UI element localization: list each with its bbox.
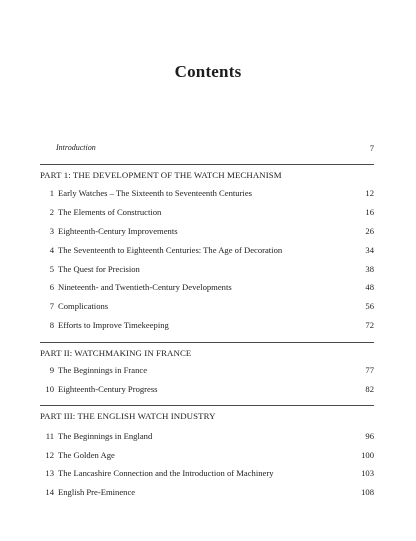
introduction-label: Introduction — [56, 143, 96, 152]
toc-entry[interactable] — [40, 243, 374, 257]
page-number: 7 — [369, 143, 374, 153]
page-number: 72 — [365, 320, 374, 330]
toc-entry[interactable] — [40, 363, 374, 377]
toc-entry[interactable] — [40, 485, 374, 499]
chapter-title: The Beginnings in England — [58, 431, 153, 441]
chapter-number: 3 — [49, 226, 54, 236]
page-number: 26 — [365, 226, 374, 236]
chapter-title: English Pre-Eminence — [58, 487, 136, 497]
section-divider — [40, 164, 374, 165]
chapter-title: The Beginnings in France — [58, 365, 148, 375]
toc-entry[interactable] — [40, 224, 374, 238]
page-number: 100 — [361, 450, 374, 460]
chapter-number: 10 — [45, 384, 54, 394]
toc-entry[interactable] — [40, 448, 374, 462]
page-number: 48 — [365, 282, 374, 292]
page-number: 16 — [365, 207, 374, 217]
chapter-title: The Elements of Construction — [58, 207, 162, 217]
page-number: 96 — [365, 431, 374, 441]
chapter-title: The Quest for Precision — [58, 264, 140, 274]
chapter-title: Efforts to Improve Timekeeping — [58, 320, 169, 330]
chapter-title: Early Watches – The Sixteenth to Seventeenth Centuries — [58, 188, 252, 198]
toc-entry-introduction[interactable] — [40, 141, 374, 155]
page-title: Contents — [174, 62, 242, 81]
chapter-title: Nineteenth- and Twentieth-Century Developments — [58, 282, 232, 292]
toc-entry[interactable] — [40, 299, 374, 313]
page-number: 108 — [361, 487, 374, 497]
chapter-number: 7 — [49, 301, 54, 311]
toc-entry[interactable] — [40, 382, 374, 396]
chapter-title: The Seventeenth to Eighteenth Centuries: The Age of Decoration — [58, 245, 283, 255]
section-divider — [40, 342, 374, 343]
chapter-number: 9 — [49, 365, 54, 375]
page-number: 82 — [365, 384, 374, 394]
chapter-number: 4 — [49, 245, 54, 255]
chapter-number: 14 — [45, 487, 54, 497]
chapter-number: 2 — [49, 207, 54, 217]
section-divider — [40, 405, 374, 406]
page-number: 103 — [361, 468, 374, 478]
page-number: 77 — [365, 365, 374, 375]
chapter-number: 5 — [49, 264, 54, 274]
page-number: 34 — [365, 245, 374, 255]
chapter-number: 13 — [45, 468, 54, 478]
chapter-title: Complications — [58, 301, 109, 311]
chapter-title: Eighteenth-Century Improvements — [58, 226, 178, 236]
chapter-title: The Lancashire Connection and the Introduction of Machinery — [58, 468, 274, 478]
chapter-number: 11 — [45, 431, 54, 441]
toc-entry[interactable] — [40, 318, 374, 332]
chapter-number: 8 — [49, 320, 54, 330]
toc-entry[interactable] — [40, 186, 374, 200]
chapter-number: 1 — [49, 188, 54, 198]
chapter-title: The Golden Age — [58, 450, 115, 460]
page-number: 12 — [365, 188, 374, 198]
toc-entry[interactable] — [40, 262, 374, 276]
chapter-title: Eighteenth-Century Progress — [58, 384, 158, 394]
page-number: 38 — [365, 264, 374, 274]
chapter-number: 12 — [45, 450, 54, 460]
part-heading: PART II: WATCHMAKING IN FRANCE — [40, 348, 192, 358]
toc-entry[interactable] — [40, 205, 374, 219]
toc-entry[interactable] — [40, 280, 374, 294]
part-heading: PART III: THE ENGLISH WATCH INDUSTRY — [40, 411, 216, 421]
chapter-number: 6 — [49, 282, 54, 292]
toc-entry[interactable] — [40, 429, 374, 443]
page-number: 56 — [365, 301, 374, 311]
part-heading: PART 1: THE DEVELOPMENT OF THE WATCH MECHANISM — [40, 170, 282, 180]
toc-entry[interactable] — [40, 466, 374, 480]
